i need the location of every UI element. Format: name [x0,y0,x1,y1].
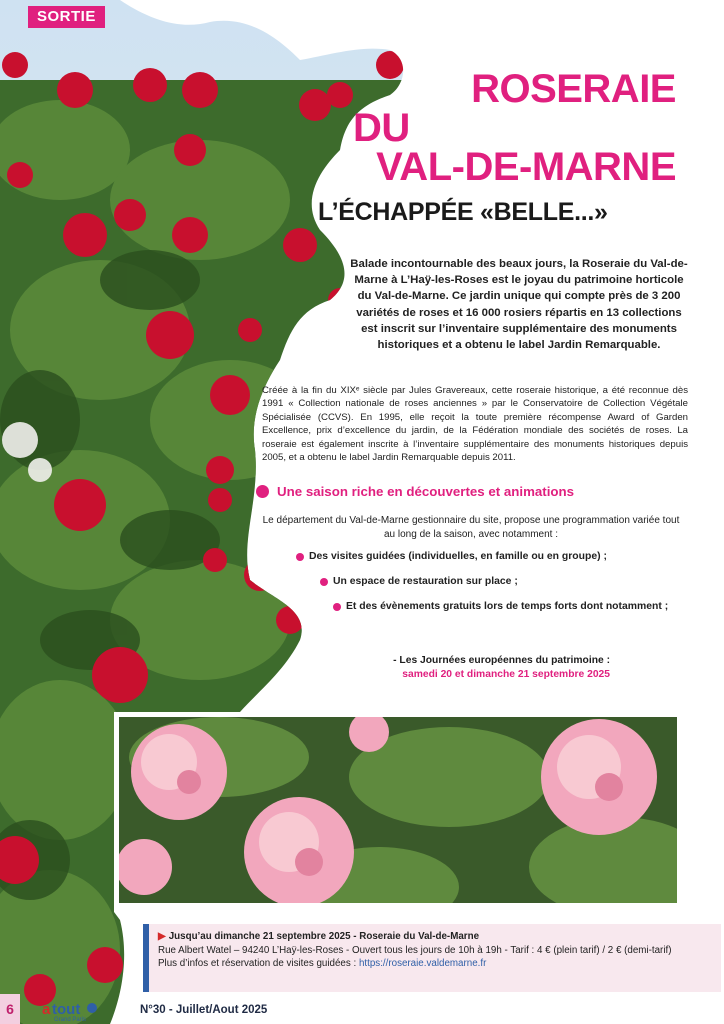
svg-text:a: a [42,1001,51,1018]
list-item-text: Et des évènements gratuits lors de temps forts dont notamment ; [346,601,669,612]
intro-paragraph: Balade incontournable des beaux jours, la Roseraie du Val-de-Marne à L’Haÿ-les-Roses est le joyau du patrimoine horticole du Val-de-Marne. Ce jardin unique qui compte près de 3 200 variétés de roses et 16 000 rosiers répartis en 13 collections est inscrit sur l’inventaire supplémentaire des monuments historiques et a obtenu le label Jardin Remarquable. [350,258,688,352]
list-item [320,576,518,587]
list-item-text: Un espace de restauration sur place ; [333,576,518,587]
website-link[interactable]: https://roseraie.valdemarne.fr [358,958,487,970]
bullet-dot-icon [333,603,341,611]
issue-info: N°30 - Juillet/Aout 2025 [140,1004,268,1016]
programme-intro: Le département du Val-de-Marne gestionnaire du site, propose une programmation variée tout au long de la saison, avec notamment : [262,515,680,541]
info-more-label: Plus d’infos et réservation de visites guidées : [158,958,359,970]
title-line-3: VAL-DE-MARNE [376,145,676,189]
section-heading [256,481,696,501]
section-heading-text: Une saison riche en découvertes et animations [277,483,575,499]
title-line-2: DU [353,106,410,150]
section-tag: SORTIE [28,6,105,28]
page-number: 6 [0,994,20,1024]
info-address: Rue Albert Watel – 94240 L’Haÿ-les-Roses - Ouvert tous les jours de 10h à 19h - Tarif : 4 € (plein tarif) / 2 € (demi-tarif) [158,944,672,956]
info-headline-row [158,930,721,944]
info-box [143,924,721,992]
list-item [333,601,668,612]
info-more [158,957,721,971]
svg-text:tout: tout [52,1001,81,1018]
bullet-dot-icon [320,578,328,586]
list-item [296,551,607,562]
logo-subtitle: Grand Paris [54,1017,87,1022]
pink-roses-photo [114,712,682,908]
subtitle: L’ÉCHAPPÉE «BELLE...» [318,198,608,226]
list-item-text: Des visites guidées (individuelles, en famille ou en groupe) ; [309,551,607,562]
arrow-right-icon: ▶ [158,931,166,942]
magazine-logo [40,1000,132,1022]
event-note [330,654,610,681]
bullet-dot-icon [256,485,269,498]
bullet-dot-icon [296,553,304,561]
event-date: samedi 20 et dimanche 21 septembre 2025 [402,668,610,680]
history-paragraph: Créée à la fin du XIXᵉ siècle par Jules Gravereaux, cette roseraie historique, a été reconnue dès 1991 « Collection nationale de roses anciennes » par le Conservatoire de Collection Végétale Spécialisée (CCVS). En 1995, elle reçoit la toute première récompense Award of Garden Excellence, prix d’excellence du jardin, de la Fédération mondiale des sociétés de roses. La roseraie est également inscrite à l’inventaire supplémentaire des monuments historiques depuis 2005, et a obtenu le label Jardin Remarquable depuis 2011. [262,385,688,464]
page-title [316,67,676,189]
event-name: - Les Journées européennes du patrimoine : [393,655,610,666]
title-line-1: ROSERAIE [471,67,676,111]
info-headline: Jusqu’au dimanche 21 septembre 2025 - Roseraie du Val-de-Marne [168,931,480,942]
pink-roses-image [119,717,682,908]
